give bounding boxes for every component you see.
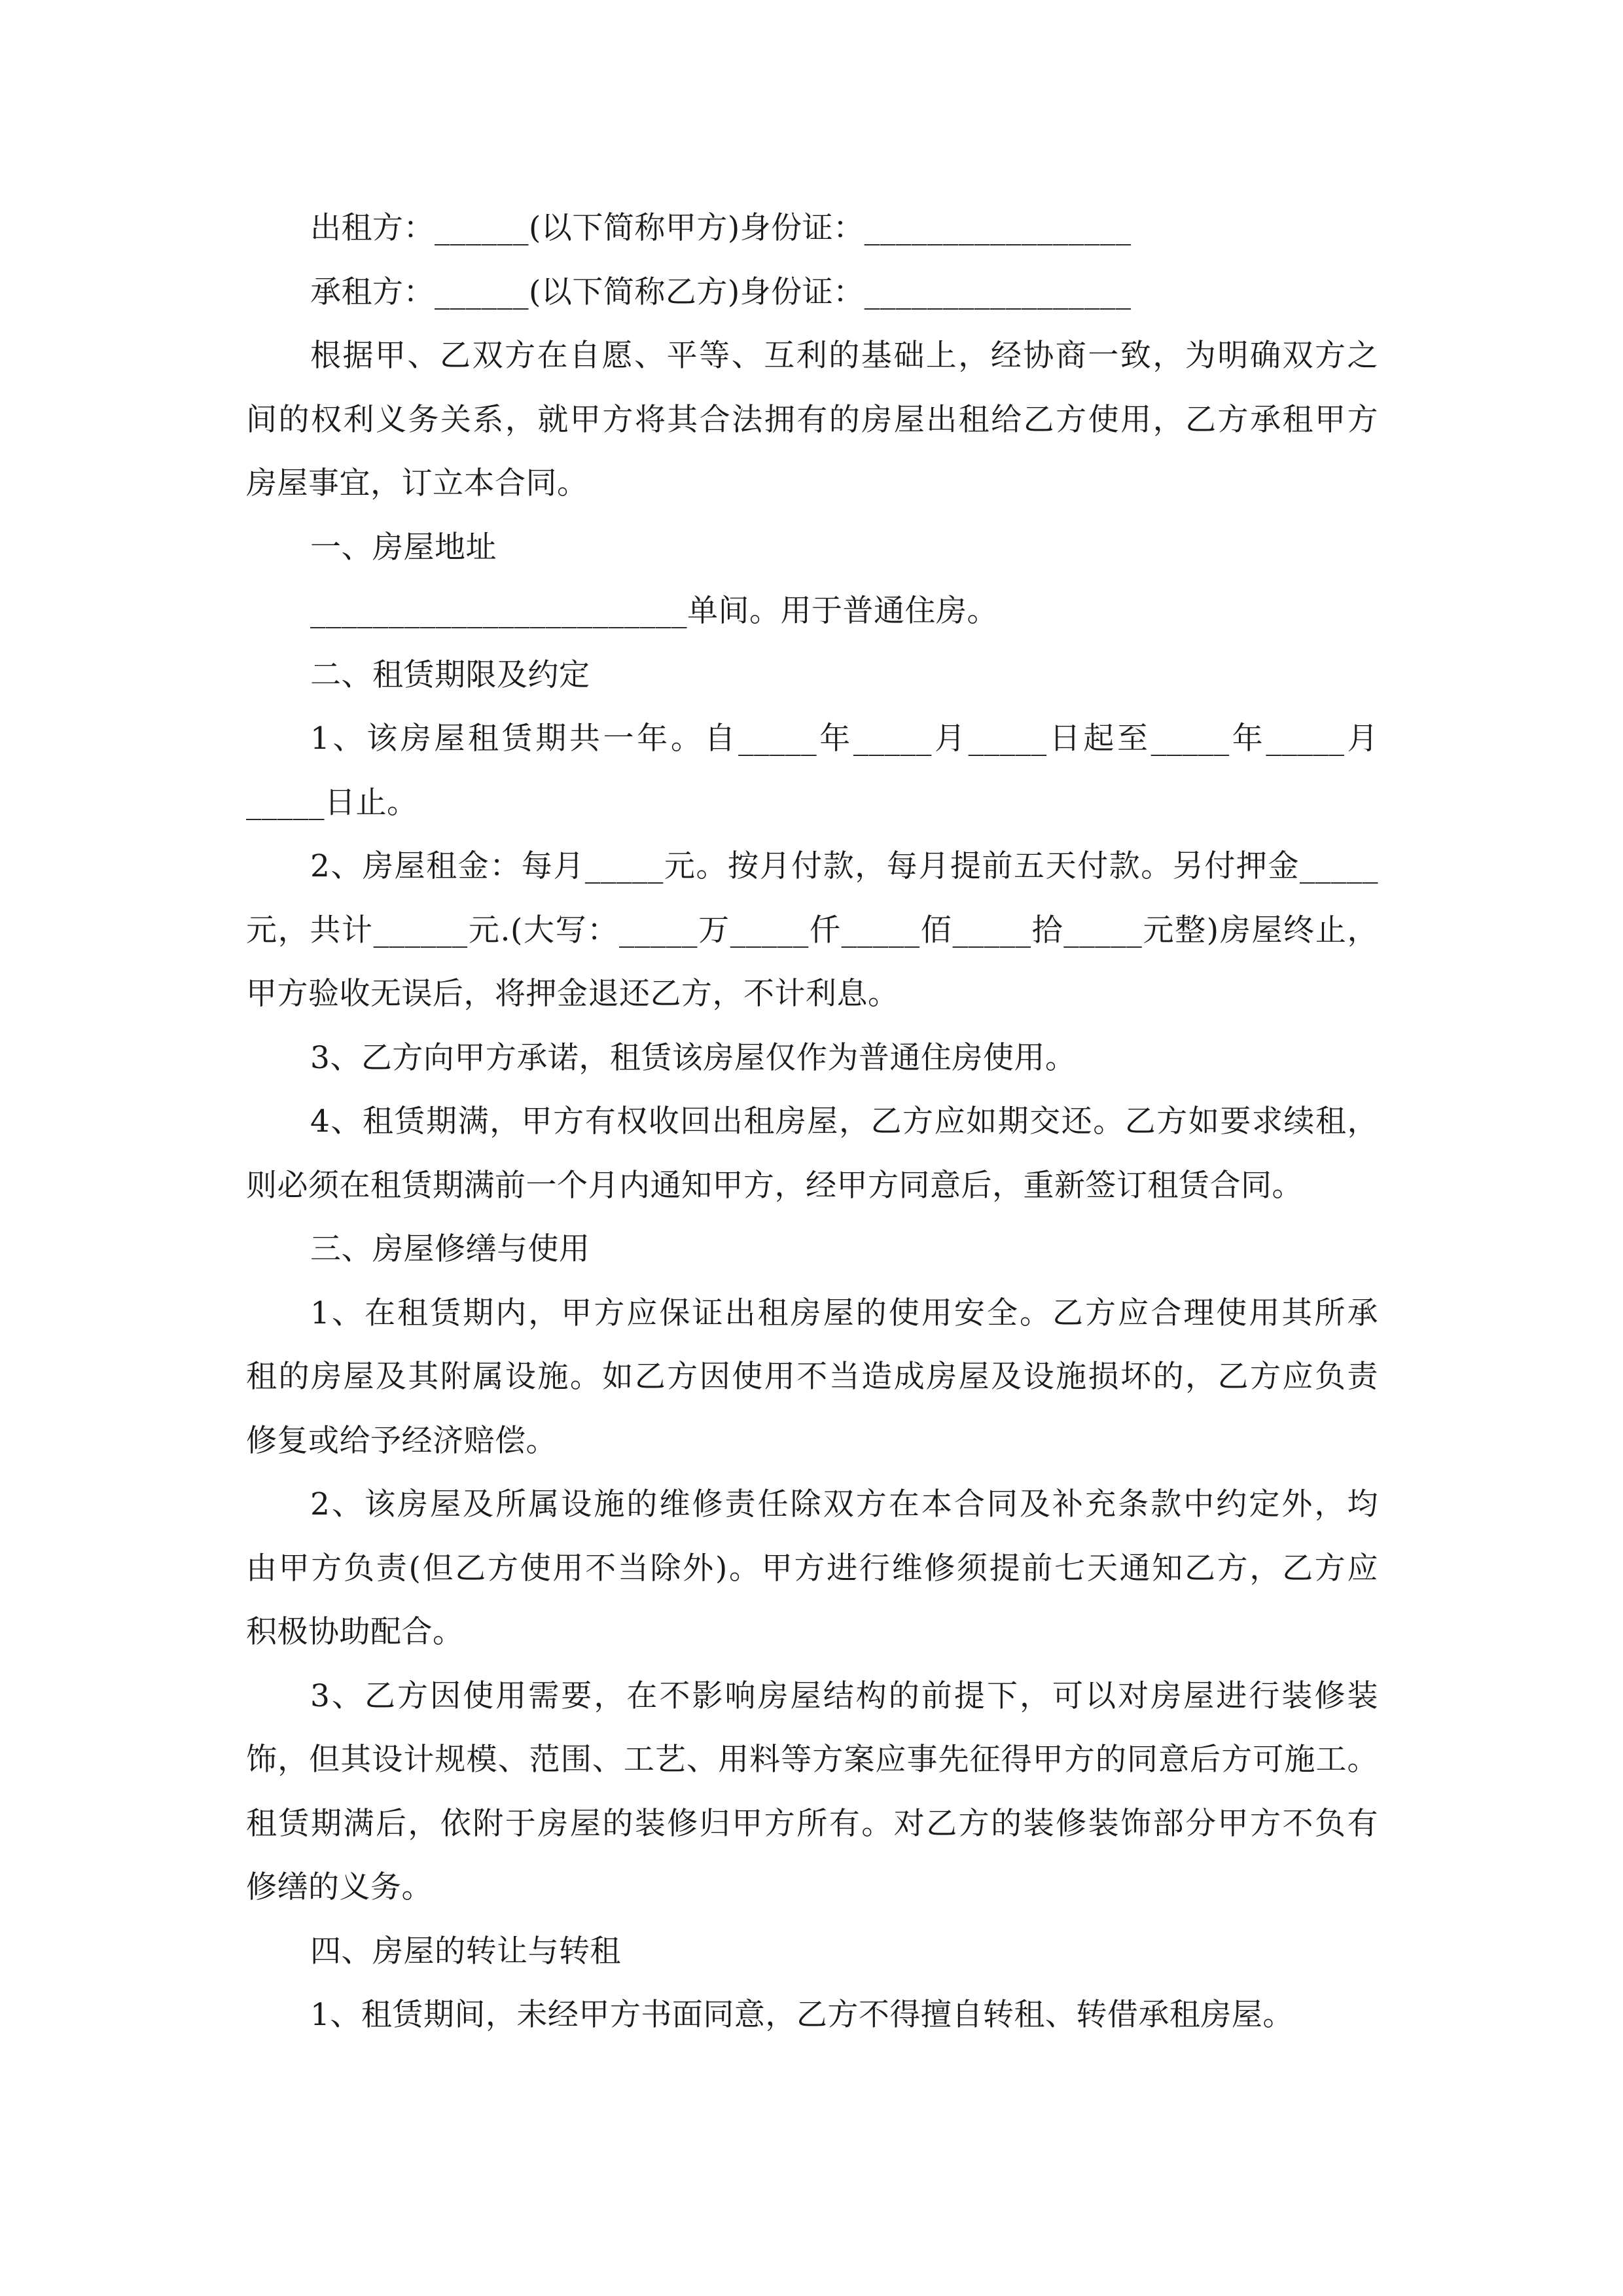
- preamble-line-3: 房屋事宜，订立本合同。: [246, 465, 588, 501]
- renewal-clause-line-2: 则必须在租赁期满前一个月内通知甲方，经甲方同意后，重新签订租赁合同。: [246, 1167, 1303, 1204]
- preamble-line-1: 根据甲、乙双方在自愿、平等、互利的基础上，经协商一致，为明确双方之: [310, 338, 1378, 374]
- section-4-heading: 四、房屋的转让与转租: [310, 1933, 621, 1969]
- section-3-heading: 三、房屋修缮与使用: [310, 1231, 590, 1267]
- decoration-clause-line-3: 租赁期满后，依附于房屋的装修归甲方所有。对乙方的装修装饰部分甲方不负有: [246, 1805, 1378, 1842]
- maintenance-clause-line-3: 积极协助配合。: [246, 1614, 464, 1650]
- renewal-clause-line-1: 4、租赁期满，甲方有权收回出租房屋，乙方应如期交还。乙方如要求续租，: [310, 1103, 1378, 1139]
- term-clause-line-1: 1、该房屋租赁期共一年。自_____年_____月_____日起至_____年_____月: [310, 721, 1378, 757]
- safety-clause-line-1: 1、在租赁期内，甲方应保证出租房屋的使用安全。乙方应合理使用其所承: [310, 1295, 1378, 1331]
- address-line: ________________________单间。用于普通住房。: [310, 593, 998, 629]
- lessee-line: 承租方：______(以下简称乙方)身份证：_________________: [310, 274, 1132, 310]
- safety-clause-line-2: 租的房屋及其附属设施。如乙方因使用不当造成房屋及设施损坏的，乙方应负责: [246, 1359, 1378, 1395]
- use-clause-line: 3、乙方向甲方承诺，租赁该房屋仅作为普通住房使用。: [310, 1039, 1077, 1076]
- decoration-clause-line-2: 饰，但其设计规模、范围、工艺、用料等方案应事先征得甲方的同意后方可施工。: [246, 1742, 1378, 1778]
- lessor-line: 出租方：______(以下简称甲方)身份证：_________________: [310, 210, 1132, 246]
- decoration-clause-line-1: 3、乙方因使用需要，在不影响房屋结构的前提下，可以对房屋进行装修装: [310, 1677, 1378, 1714]
- term-clause-line-2: _____日止。: [246, 784, 418, 821]
- section-2-heading: 二、租赁期限及约定: [310, 656, 590, 693]
- rent-clause-line-3: 甲方验收无误后，将押金退还乙方，不计利息。: [246, 976, 899, 1012]
- maintenance-clause-line-1: 2、该房屋及所属设施的维修责任除双方在本合同及补充条款中约定外，均: [310, 1486, 1378, 1522]
- safety-clause-line-3: 修复或给予经济赔偿。: [246, 1422, 557, 1459]
- rent-clause-line-2: 元，共计______元.(大写：_____万_____仟_____佰_____拾_____元整)房屋终止，: [246, 912, 1378, 948]
- rent-clause-line-1: 2、房屋租金：每月_____元。按月付款，每月提前五天付款。另付押金_____: [310, 848, 1378, 884]
- maintenance-clause-line-2: 由甲方负责(但乙方使用不当除外)。甲方进行维修须提前七天通知乙方，乙方应: [246, 1550, 1378, 1587]
- preamble-line-2: 间的权利义务关系，就甲方将其合法拥有的房屋出租给乙方使用，乙方承租甲方: [246, 401, 1378, 438]
- contract-body: [246, 196, 1378, 2047]
- sublet-clause-line: 1、租赁期间，未经甲方书面同意，乙方不得擅自转租、转借承租房屋。: [310, 1997, 1294, 2033]
- decoration-clause-line-4: 修缮的义务。: [246, 1869, 433, 1905]
- section-1-heading: 一、房屋地址: [310, 529, 497, 565]
